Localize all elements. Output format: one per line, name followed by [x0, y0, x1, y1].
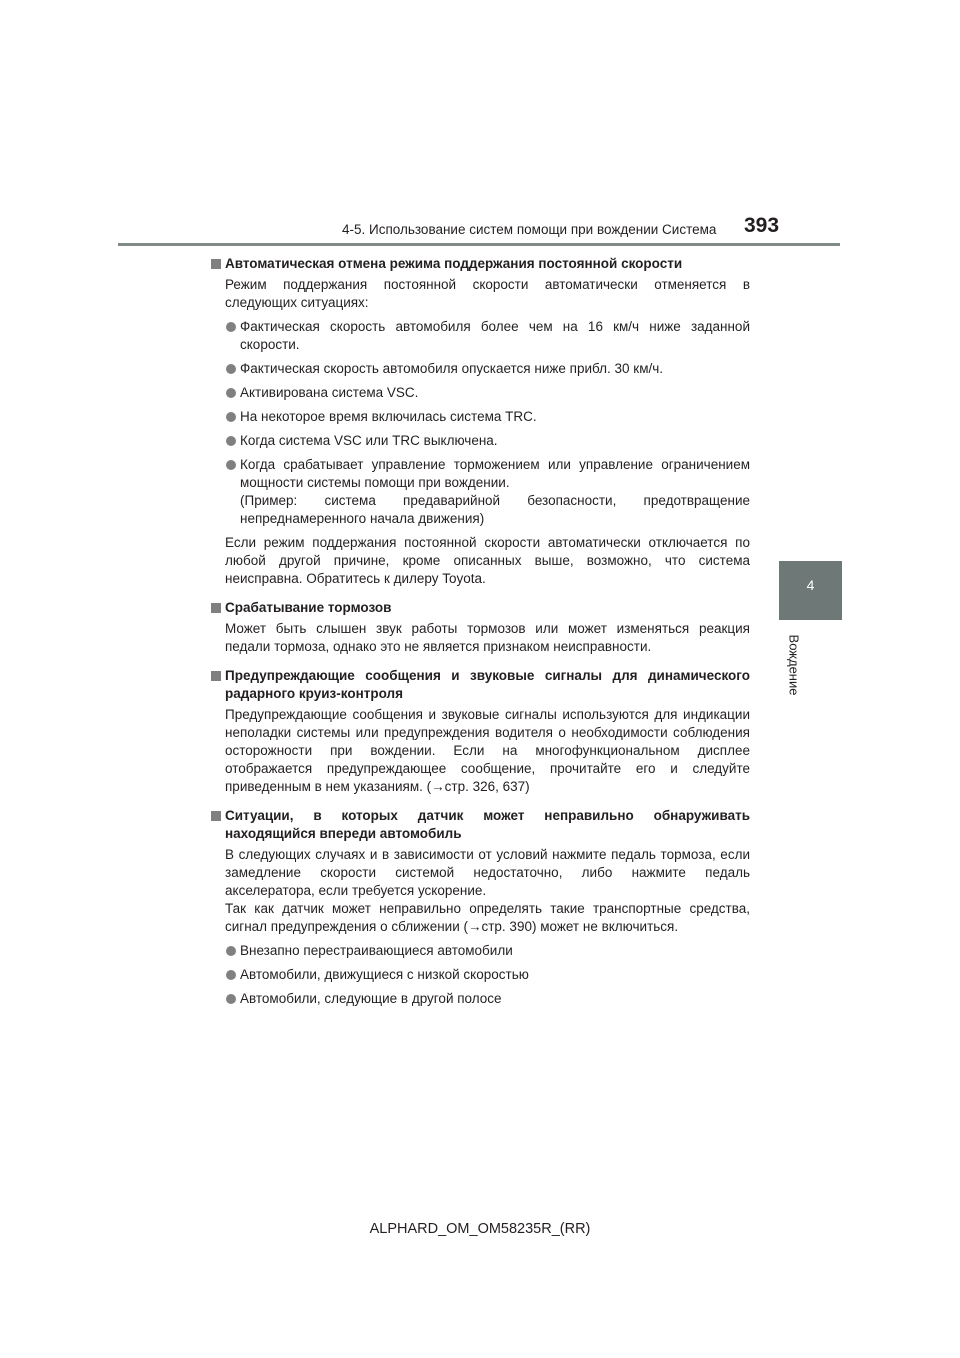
- square-bullet-icon: [211, 259, 221, 269]
- section-heading-text: Срабатывание тормозов: [225, 600, 392, 615]
- text-line: Активирована система VSC.: [240, 385, 419, 400]
- text-line: Фактическая скорость автомобиля опускается ниже прибл. 30 км/ч.: [240, 361, 664, 376]
- text-line: осторожности при вождении. Если на многофункциональном дисплее: [225, 743, 750, 758]
- text-line: акселератора, если требуется ускорение.: [225, 883, 487, 898]
- text-line: Фактическая скорость автомобиля более чем на 16 км/ч ниже заданной: [240, 319, 750, 334]
- text-line: Внезапно перестраивающиеся автомобили: [240, 943, 513, 958]
- text-line: непреднамеренного начала движения): [240, 511, 485, 526]
- section-heading: [210, 807, 750, 843]
- text-line: мощности системы помощи при вождении.: [240, 475, 510, 490]
- section-heading-text: находящийся впереди автомобиль: [225, 826, 462, 841]
- section-heading-text: Автоматическая отмена режима поддержания постоянной скорости: [225, 256, 683, 271]
- section-heading: [210, 667, 750, 703]
- paragraph: [210, 846, 750, 936]
- square-bullet-icon: [211, 811, 221, 821]
- list-item: [210, 384, 750, 402]
- text-line: Режим поддержания постоянной скорости автоматически отменяется в: [225, 277, 750, 292]
- page-body: [210, 255, 750, 1008]
- round-bullet-icon: [226, 946, 236, 956]
- chapter-label-container: [786, 630, 802, 700]
- page-number: 393: [744, 214, 780, 237]
- section-heading: [210, 255, 750, 273]
- running-header-title: 4-5. Использование систем помощи при вождении Система: [342, 222, 717, 237]
- text-line: Может быть слышен звук работы тормозов или может изменяться реакция: [225, 621, 750, 636]
- chapter-number: 4: [806, 577, 815, 593]
- text-line: Так как датчик может неправильно определять такие транспортные средства,: [225, 901, 750, 916]
- square-bullet-icon: [211, 671, 221, 681]
- round-bullet-icon: [226, 364, 236, 374]
- list-item: [210, 942, 750, 960]
- round-bullet-icon: [226, 388, 236, 398]
- text-line: На некоторое время включилась система TRC.: [240, 409, 537, 424]
- text-line: неисправна. Обратитесь к дилеру Toyota.: [225, 571, 486, 586]
- text-line: замедление скорости системой недостаточно, либо нажмите педаль: [225, 865, 750, 880]
- list-item: [210, 966, 750, 984]
- text-line: Автомобили, движущиеся с низкой скоростью: [240, 967, 529, 982]
- round-bullet-icon: [226, 322, 236, 332]
- paragraph: [210, 706, 750, 796]
- section-heading-text: Ситуации, в которых датчик может неправильно обнаруживать: [225, 808, 750, 823]
- paragraph: [210, 620, 750, 656]
- section-heading-text: Предупреждающие сообщения и звуковые сигналы для динамического: [225, 668, 750, 683]
- text-line: Когда система VSC или TRC выключена.: [240, 433, 498, 448]
- text-line: Предупреждающие сообщения и звуковые сигналы используются для индикации: [225, 707, 750, 722]
- list-item: [210, 408, 750, 426]
- text-line: неполадки системы или предупреждения водителя о необходимости соблюдения: [225, 725, 750, 740]
- text-line: приведенным в нем указаниям. (→стр. 326, 637): [225, 779, 530, 794]
- square-bullet-icon: [211, 603, 221, 613]
- list-item: [210, 432, 750, 450]
- list-item: [210, 456, 750, 528]
- paragraph: [210, 276, 750, 312]
- list-item: [210, 360, 750, 378]
- paragraph: [210, 534, 750, 588]
- text-line: (Пример: система предаварийной безопасности, предотвращение: [240, 493, 750, 508]
- text-line: педали тормоза, однако это не является признаком неисправности.: [225, 639, 652, 654]
- round-bullet-icon: [226, 436, 236, 446]
- round-bullet-icon: [226, 412, 236, 422]
- text-line: Когда срабатывает управление торможением или управление ограничением: [240, 457, 750, 472]
- text-line: отображается предупреждающее сообщение, прочитайте его и следуйте: [225, 761, 750, 776]
- footer-document-code: ALPHARD_OM_OM58235R_(RR): [369, 1221, 591, 1237]
- text-line: Если режим поддержания постоянной скорости автоматически отключается по: [225, 535, 750, 550]
- text-line: сигнал предупреждения о сближении (→стр. 390) может не включиться.: [225, 919, 679, 934]
- text-line: скорости.: [240, 337, 300, 352]
- round-bullet-icon: [226, 460, 236, 470]
- section-heading-text: радарного круиз-контроля: [225, 686, 403, 701]
- header-divider: [118, 243, 840, 246]
- text-line: Автомобили, следующие в другой полосе: [240, 991, 502, 1006]
- text-line: В следующих случаях и в зависимости от условий нажмите педаль тормоза, если: [225, 847, 750, 862]
- list-item: [210, 318, 750, 354]
- round-bullet-icon: [226, 970, 236, 980]
- chapter-tab: [779, 561, 842, 620]
- list-item: [210, 990, 750, 1008]
- section-heading: [210, 599, 750, 617]
- text-line: любой другой причине, кроме описанных выше, возможно, что система: [225, 553, 750, 568]
- round-bullet-icon: [226, 994, 236, 1004]
- chapter-label: Вождение: [786, 634, 802, 696]
- text-line: следующих ситуациях:: [225, 295, 369, 310]
